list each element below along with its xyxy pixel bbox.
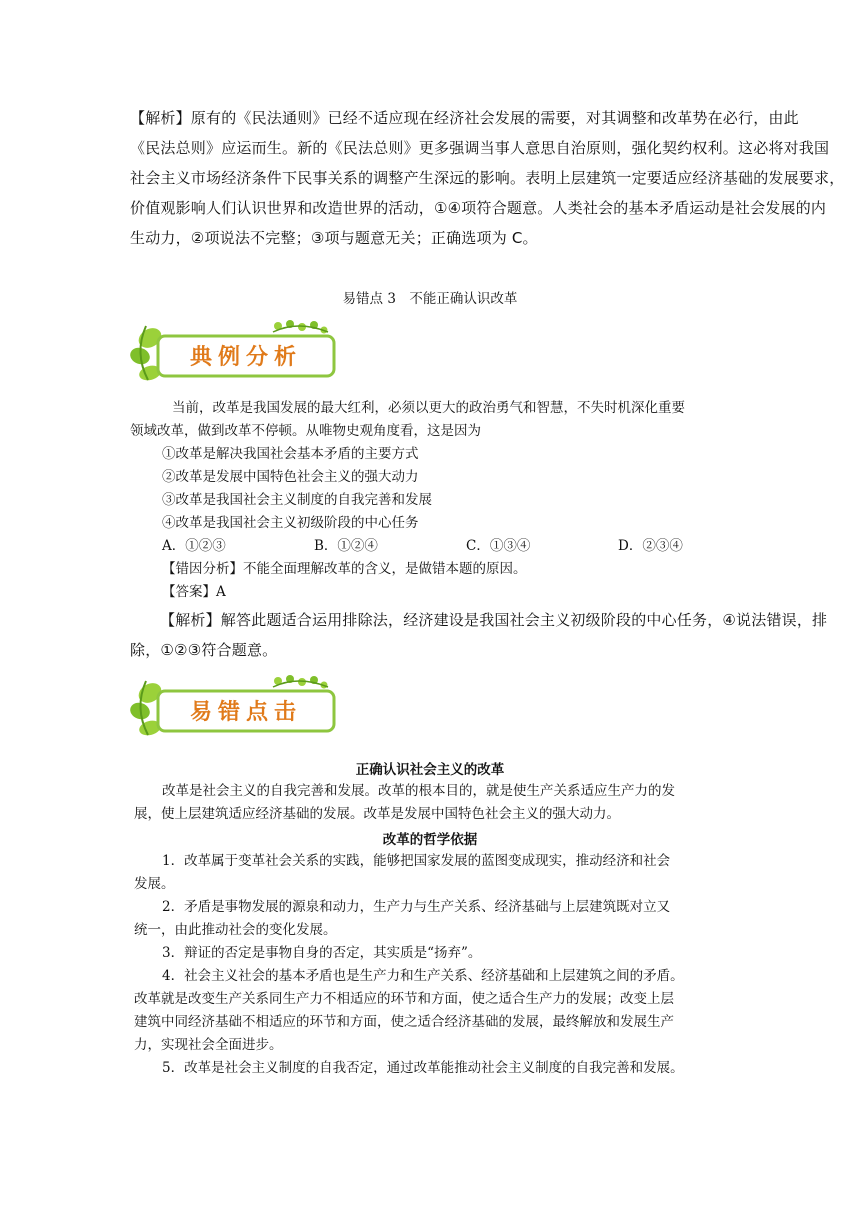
analysis-1 [130,103,845,253]
paragraph-reform [134,780,754,826]
question-item: ②改革是发展中国特色社会主义的强大动力 [162,469,419,485]
point-line: 力，实现社会全面进步。 [134,1037,283,1053]
point-line: 2．矛盾是事物发展的源泉和动力，生产力与生产关系、经济基础与上层建筑既对立又 [162,899,671,915]
question-block [130,397,762,604]
answer-options [162,535,762,558]
analysis-1-line: 社会主义市场经济条件下民事关系的调整产生深远的影响。表明上层建筑一定要适应经济基础的发展要求， [130,169,845,187]
point-line: 改革就是改变生产关系同生产力不相适应的环节和方面，使之适合生产力的发展；改变上层 [134,991,674,1007]
analysis-2-line: 除，①②③符合题意。 [130,641,278,659]
points-list [134,850,754,1080]
badge-common-errors [128,673,338,739]
paragraph-line: 展，使上层建筑适应经济基础的发展。改革是发展中国特色社会主义的强大动力。 [134,806,620,822]
badge-1-label: 典例分析 [189,345,303,370]
analysis-1-line: 生动力，②项说法不完整；③项与题意无关；正确选项为 C。 [130,229,538,247]
question-item: ④改革是我国社会主义初级阶段的中心任务 [162,515,419,531]
analysis-2-line: 【解析】解答此题适合运用排除法，经济建设是我国社会主义初级阶段的中心任务，④说法错误，排 [160,611,828,629]
option-a: A．①②③ [162,538,226,554]
point-line: 3．辩证的否定是事物自身的否定，其实质是“扬弃”。 [162,945,482,961]
badge-2-label: 易错点击 [189,700,303,725]
point-line: 4．社会主义社会的基本矛盾也是生产力和生产关系、经济基础和上层建筑之间的矛盾。 [162,968,684,984]
point-line: 发展。 [134,876,175,892]
point-line: 1．改革属于变革社会关系的实践，能够把国家发展的蓝图变成现实，推动经济和社会 [162,853,671,869]
paragraph-line: 改革是社会主义的自我完善和发展。改革的根本目的，就是使生产关系适应生产力的发 [162,783,675,799]
question-stem-line: 当前，改革是我国发展的最大红利，必须以更大的政治勇气和智慧，不失时机深化重要 [172,400,685,416]
question-item: ③改革是我国社会主义制度的自我完善和发展 [162,492,432,508]
question-stem-line: 领域改革，做到改革不停顿。从唯物史观角度看，这是因为 [130,423,481,439]
badge-example-analysis [128,318,338,384]
analysis-1-line: 价值观影响人们认识世界和改造世界的活动，①④项符合题意。人类社会的基本矛盾运动是社会发展的内 [130,199,827,217]
option-b: B．①②④ [314,538,378,554]
answer: 【答案】A [162,584,226,600]
option-d: D．②③④ [618,538,683,554]
question-item: ①改革是解决我国社会基本矛盾的主要方式 [162,446,419,462]
point-line: 统一，由此推动社会的变化发展。 [134,922,337,938]
analysis-1-line: 《民法总则》应运而生。新的《民法总则》更多强调当事人意思自治原则，强化契约权利。这必将对我国 [130,139,830,157]
section-title: 易错点 3 不能正确认识改革 [342,291,518,307]
heading-philosophical-basis: 改革的哲学依据 [382,832,478,848]
analysis-1-line: 【解析】原有的《民法通则》已经不适应现在经济社会发展的需要，对其调整和改革势在必行，由此 [130,109,799,127]
point-line: 建筑中同经济基础不相适应的环节和方面，使之适合经济基础的发展，最终解放和发展生产 [134,1014,674,1030]
point-line: 5．改革是社会主义制度的自我否定，通过改革能推动社会主义制度的自我完善和发展。 [162,1060,684,1076]
analysis-2 [130,605,828,665]
heading-correct-understanding: 正确认识社会主义的改革 [355,762,505,778]
option-c: C．①③④ [466,538,531,554]
error-analysis: 【错因分析】不能全面理解改革的含义，是做错本题的原因。 [162,561,527,577]
